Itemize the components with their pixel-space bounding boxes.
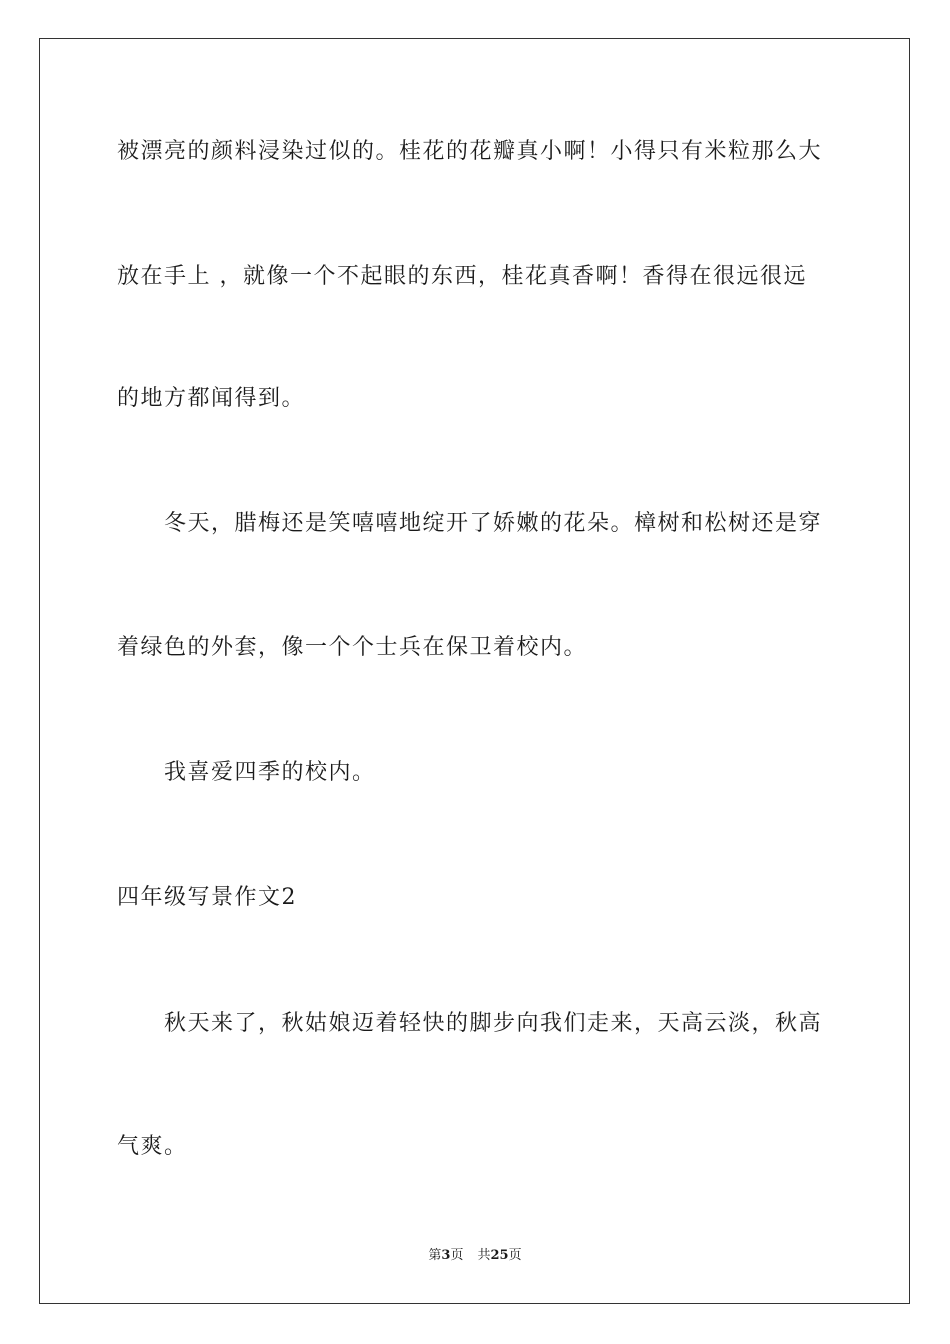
page-footer [0, 1247, 950, 1265]
section-heading: 四年级写景作文2 [117, 885, 297, 910]
page-border [39, 38, 910, 1304]
text-line-8: 秋天来了，秋姑娘迈着轻快的脚步向我们走来，天高云淡，秋高 [164, 1011, 823, 1036]
text-line-3: 的地方都闻得到。 [117, 386, 306, 411]
footer-total-prefix: 共 [477, 1248, 491, 1263]
text-line-9: 气爽。 [117, 1134, 188, 1159]
footer-total-suffix: 页 [508, 1248, 522, 1263]
footer-page-prefix: 第 [428, 1248, 442, 1263]
footer-total-pages: 25 [490, 1248, 509, 1263]
text-line-2: 放在手上 ，就像一个不起眼的东西，桂花真香啊！香得在很远很远 [117, 264, 807, 289]
footer-page-suffix: 页 [450, 1248, 464, 1263]
text-line-1: 被漂亮的颜料浸染过似的。桂花的花瓣真小啊！小得只有米粒那么大 [117, 139, 823, 164]
footer-page-number: 3 [441, 1248, 451, 1263]
text-line-5: 着绿色的外套，像一个个士兵在保卫着校内。 [117, 635, 588, 660]
text-line-4: 冬天，腊梅还是笑嘻嘻地绽开了娇嫩的花朵。樟树和松树还是穿 [164, 511, 823, 536]
text-line-6: 我喜爱四季的校内。 [164, 760, 376, 785]
